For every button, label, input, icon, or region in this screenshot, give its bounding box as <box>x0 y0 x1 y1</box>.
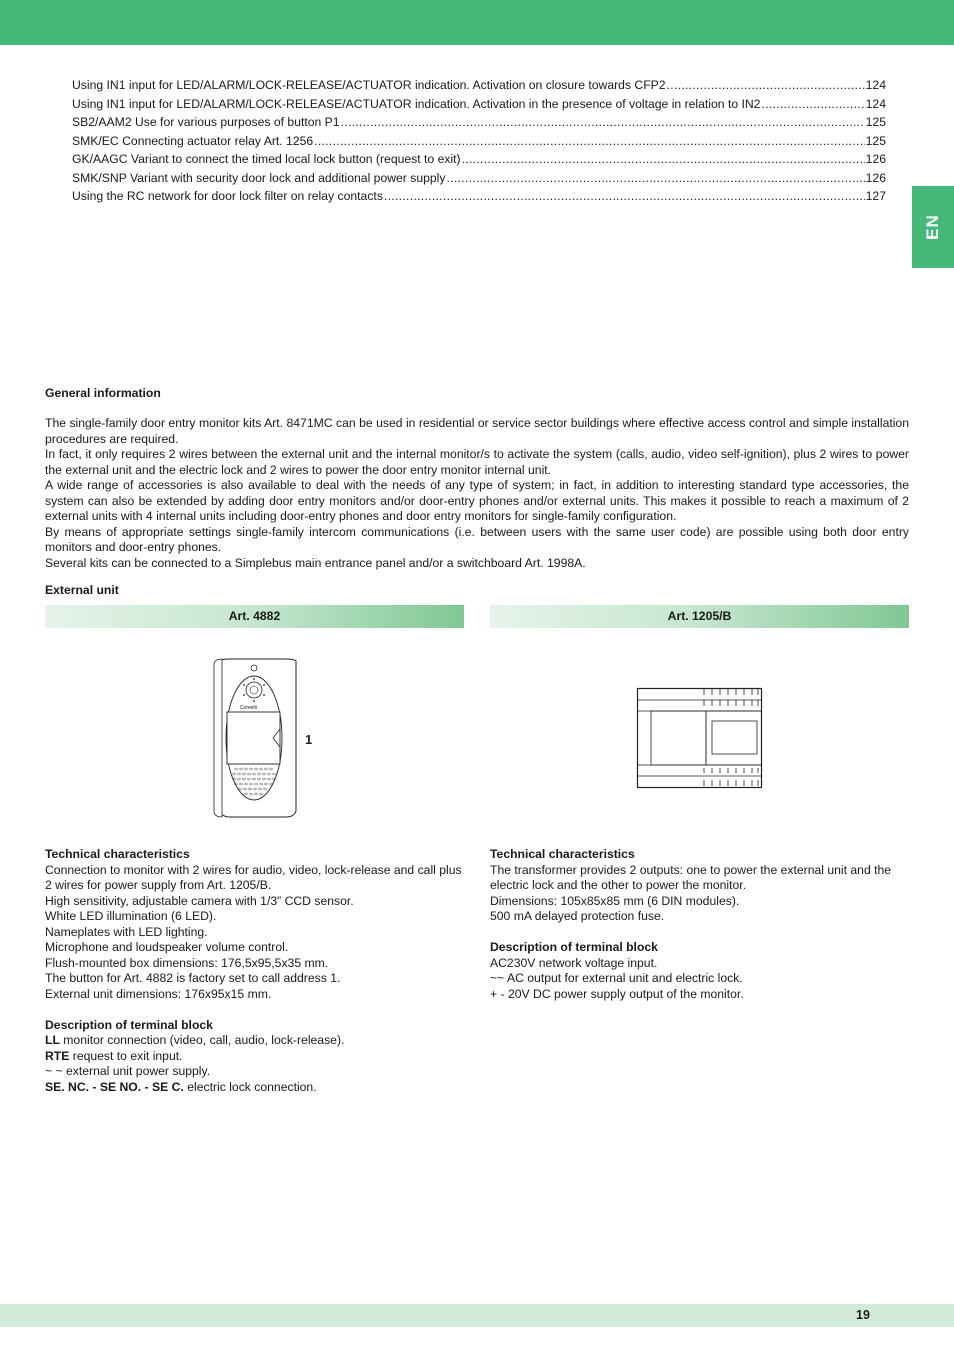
toc-entry-page: 124 <box>865 96 886 111</box>
toc-entry[interactable] <box>72 115 886 134</box>
toc-entry[interactable] <box>72 189 886 208</box>
toc-entry-page: 125 <box>865 115 886 129</box>
paragraph: In fact, it only requires 2 wires between the external unit and the internal monitor/s to activate the system (calls, audio, video self-ignition), plus 2 wires to power the external unit and the electric lock and 2 wires to power the door entry monitor internal unit. <box>45 447 909 477</box>
tech-heading: Technical characteristics <box>490 847 635 861</box>
language-tab-label: EN <box>923 214 942 240</box>
terminal-desc: electric lock connection. <box>183 1079 317 1094</box>
toc-entry-title: Using IN1 input for LED/ALARM/LOCK-RELEASE/ACTUATOR indication. Activation on closure towards CFP2 <box>72 78 666 92</box>
paragraph: The single-family door entry monitor kits Art. 8471MC can be used in residential or service sector buildings where effective access control and simple installation procedures are required. <box>45 416 909 446</box>
terminal-line <box>45 1080 467 1096</box>
toc-entry[interactable] <box>72 171 886 190</box>
terminal-line: ~~ AC output for external unit and electric lock. <box>490 971 743 985</box>
terminal-desc: monitor connection (video, call, audio, lock-release). <box>59 1033 345 1047</box>
toc-entry-page: 127 <box>865 189 886 203</box>
art-1205b-header: Art. 1205/B <box>490 605 909 628</box>
terminal-term: RTE <box>45 1048 70 1063</box>
spec-line: Flush-mounted box dimensions: 176,5x95,5x35 mm. <box>45 955 329 970</box>
spec-line: Nameplates with LED lighting. <box>45 924 208 939</box>
spec-line: Microphone and loudspeaker volume control. <box>45 940 289 954</box>
external-unit-heading: External unit <box>45 583 119 597</box>
terminal-line <box>45 1049 467 1065</box>
toc-entry-title: SMK/EC Connecting actuator relay Art. 1256 <box>72 133 314 148</box>
spec-line: External unit dimensions: 176x95x15 mm. <box>45 986 272 1001</box>
callout-number: 1 <box>305 732 313 747</box>
toc-entry[interactable] <box>72 134 886 153</box>
toc-entry-page: 126 <box>865 170 886 185</box>
general-info-heading: General information <box>45 386 161 400</box>
header-bar <box>0 0 954 45</box>
toc-entry-title: Using the RC network for door lock filter on relay contacts <box>72 189 383 203</box>
toc-entry-page: 126 <box>865 152 886 166</box>
paragraph: Several kits can be connected to a Simplebus main entrance panel and/or a switchboard Art. 1998A. <box>45 555 586 570</box>
spec-line: 500 mA delayed protection fuse. <box>490 909 665 923</box>
toc-entry-page: 125 <box>865 133 886 148</box>
spec-line: White LED illumination (6 LED). <box>45 909 217 923</box>
toc-entry-title: Using IN1 input for LED/ALARM/LOCK-RELEASE/ACTUATOR indication. Activation in the presence of voltage in relation to IN2 <box>72 96 761 111</box>
toc-entry[interactable] <box>72 78 886 97</box>
terminal-heading: Description of terminal block <box>490 940 658 954</box>
spec-line: Connection to monitor with 2 wires for audio, video, lock-release and call plus 2 wires for power supply from Art. 1205/B. <box>45 862 462 892</box>
spec-line: High sensitivity, adjustable camera with 1/3” CCD sensor. <box>45 893 354 908</box>
spec-line: The button for Art. 4882 is factory set to call address 1. <box>45 971 341 985</box>
external-unit-drawing <box>200 655 330 821</box>
toc-entry-title: SB2/AAM2 Use for various purposes of button P1 <box>72 115 340 129</box>
language-tab <box>912 186 954 268</box>
terminal-line: AC230V network voltage input. <box>490 955 658 970</box>
tech-heading: Technical characteristics <box>45 847 190 861</box>
art-4882-specs <box>45 847 467 1095</box>
art-1205b-specs <box>490 847 910 1002</box>
spec-line: The transformer provides 2 outputs: one to power the external unit and the electric lock and the other to power the monitor. <box>490 862 892 892</box>
terminal-term: SE. NC. - SE NO. - SE C. <box>45 1079 184 1094</box>
toc-entry-title: GK/AAGC Variant to connect the timed local lock button (request to exit) <box>72 152 461 166</box>
toc-entry[interactable] <box>72 152 886 171</box>
terminal-desc: ~ ~ external unit power supply. <box>45 1064 211 1078</box>
power-supply-drawing <box>636 687 764 791</box>
terminal-line: + - 20V DC power supply output of the monitor. <box>490 986 744 1001</box>
table-of-contents <box>72 78 886 208</box>
art-4882-header: Art. 4882 <box>45 605 464 628</box>
terminal-desc: request to exit input. <box>69 1048 183 1063</box>
terminal-line <box>45 1064 467 1080</box>
footer-bar <box>0 1304 954 1327</box>
toc-entry-title: SMK/SNP Variant with security door lock and additional power supply <box>72 170 446 185</box>
toc-entry[interactable] <box>72 97 886 116</box>
terminal-line <box>45 1033 467 1049</box>
terminal-term: LL <box>45 1033 60 1047</box>
comelit-logo: Comelit <box>240 705 257 711</box>
general-info-body <box>45 416 909 571</box>
page-number: 19 <box>856 1308 870 1322</box>
paragraph: A wide range of accessories is also available to deal with the needs of any type of system; in fact, in addition to interesting standard type accessories, the system can also be extended by adding door entry monitors and/or door-entry phones and/or external units. This makes it possible to reach a maximum of 2 external units with 4 internal units including door-entry phones and door entry monitors for single-family configuration. <box>45 478 909 523</box>
terminal-heading: Description of terminal block <box>45 1017 213 1032</box>
toc-entry-page: 124 <box>865 78 886 92</box>
spec-line: Dimensions: 105x85x85 mm (6 DIN modules). <box>490 893 740 908</box>
paragraph: By means of appropriate settings single-family intercom communications (i.e. between users with the same user code) are possible using both door entry monitors and door-entry phones. <box>45 524 909 554</box>
